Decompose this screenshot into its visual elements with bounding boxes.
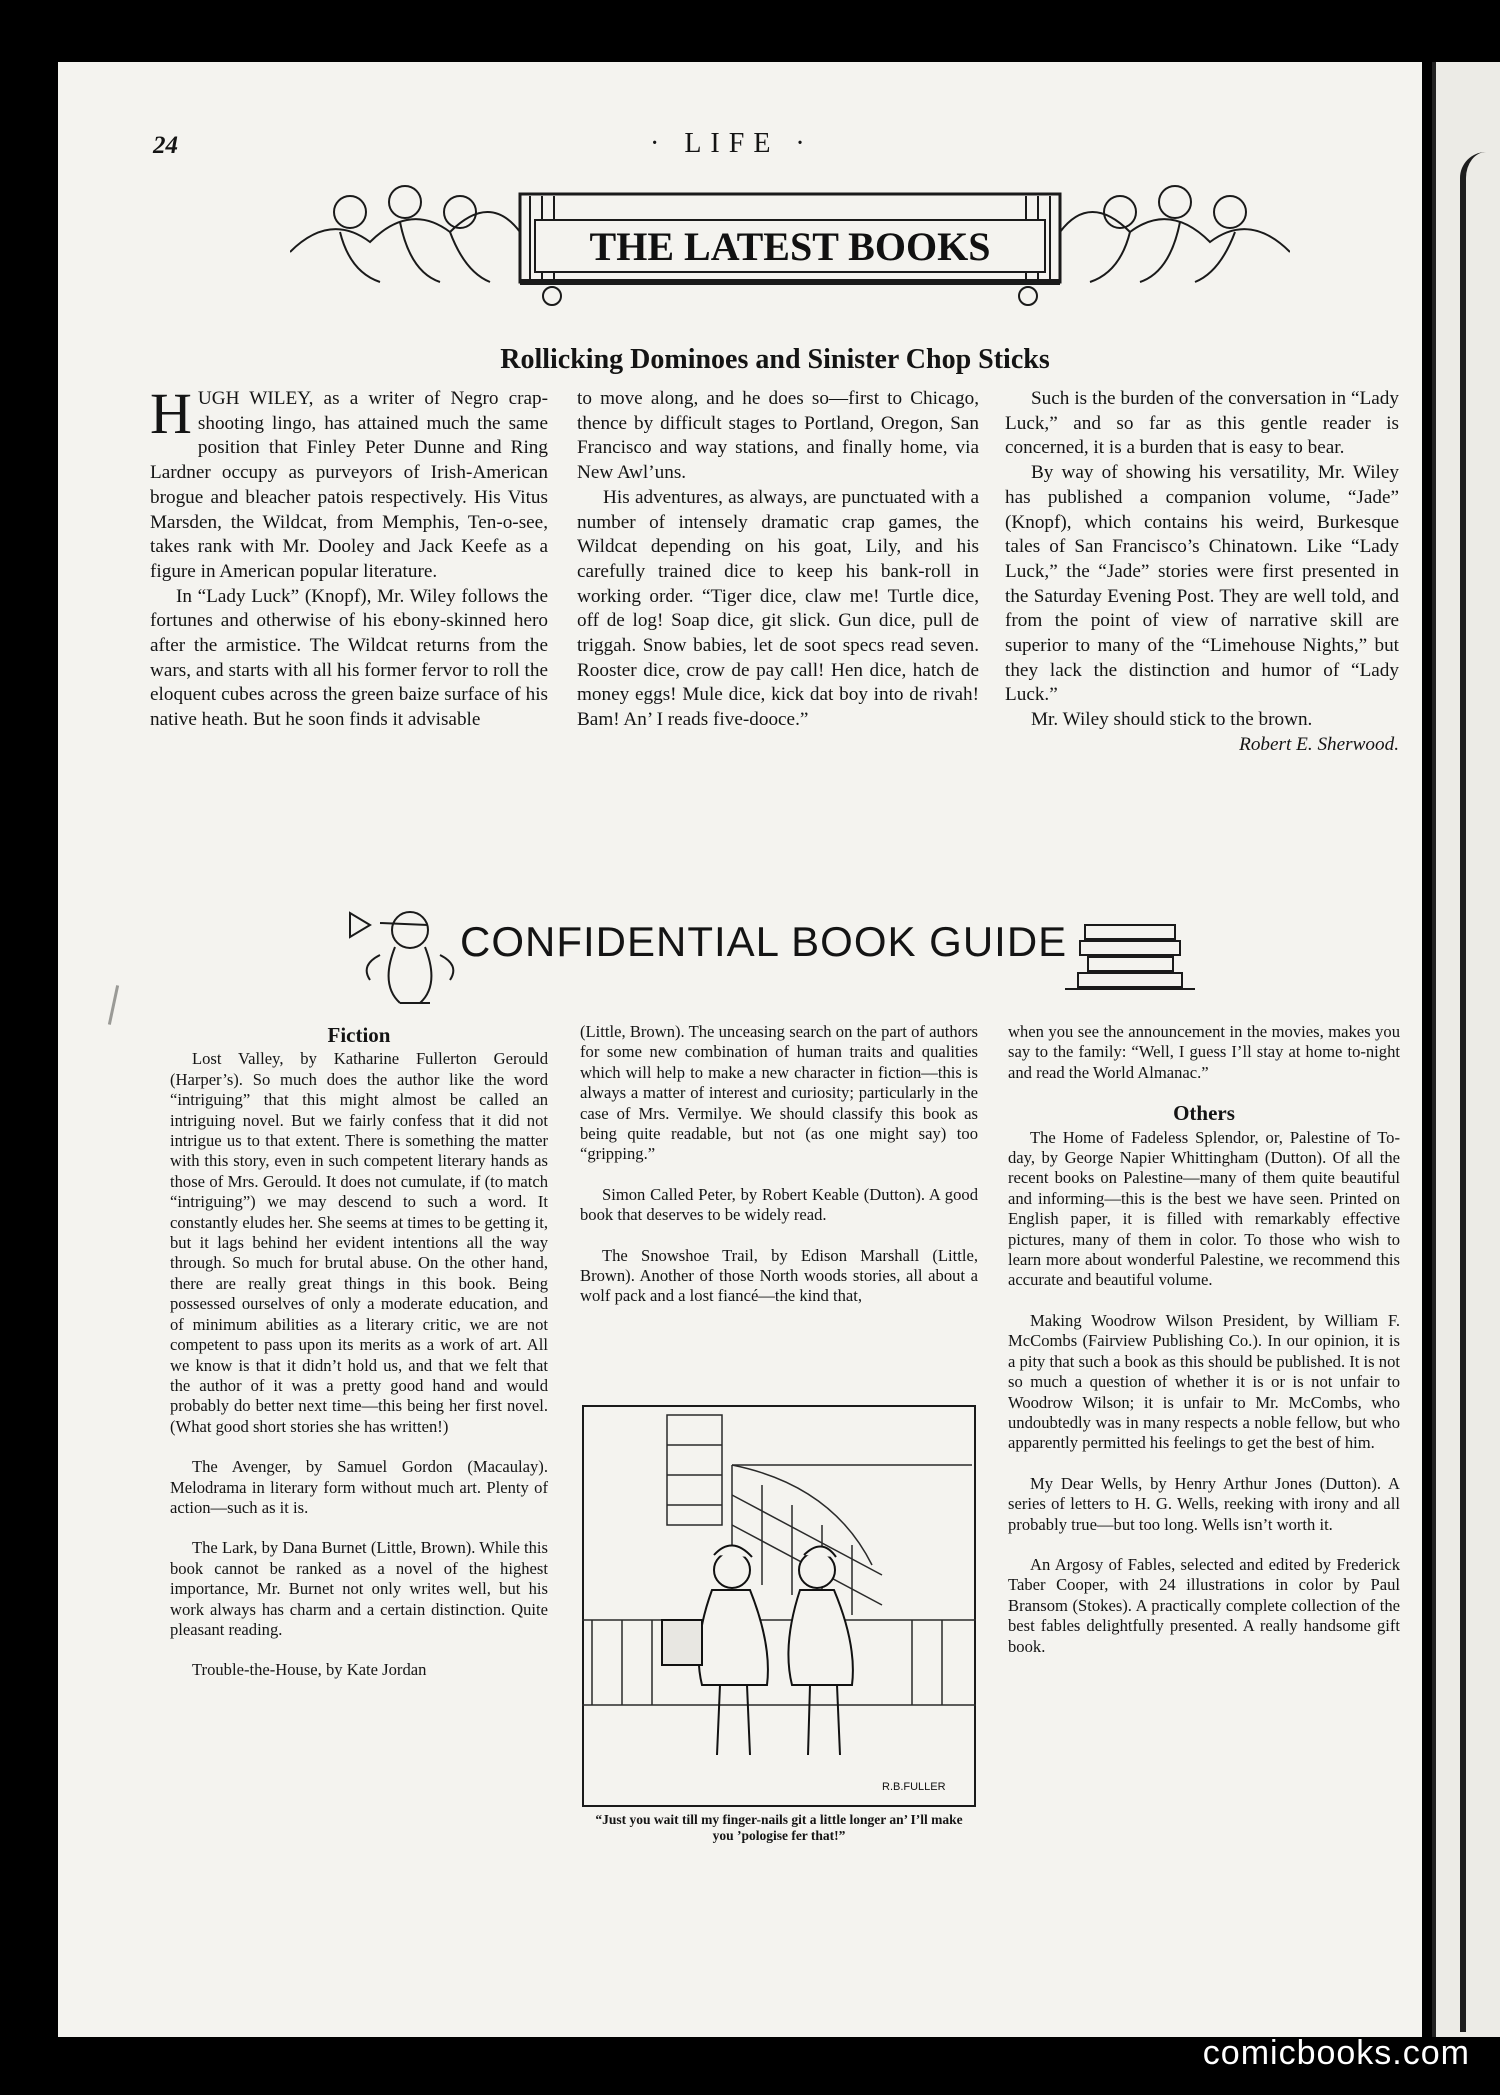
guide-column-2: [580, 1022, 978, 1327]
drop-cap: H: [150, 381, 192, 446]
article-title: Rollicking Dominoes and Sinister Chop Sticks: [500, 344, 1050, 375]
page-number: 24: [153, 132, 178, 159]
guide-column-3: [1008, 1022, 1400, 1677]
review-paragraph: My Dear Wells, by Henry Arthur Jones (Dutton). A series of letters to H. G. Wells, reeking with irony and all probably true—but too long. Wells isn’t worth it.: [1008, 1473, 1400, 1534]
latest-books-label: THE LATEST BOOKS: [589, 224, 991, 269]
site-watermark: comicbooks.com: [1202, 2034, 1470, 2072]
magazine-title: · LIFE ·: [650, 128, 814, 159]
article-paragraph: Such is the burden of the conversation in “Lady Luck,” and so far as this gentle reader is concerned, it is a burden that is easy to bear.: [1005, 388, 1399, 459]
article-paragraph: Mr. Wiley should stick to the brown.: [1031, 709, 1313, 731]
review-paragraph: The Home of Fadeless Splendor, or, Palestine of To-day, by George Napier Whittingham (Dutton). Of all the recent books on Palestine—many of them quite beautiful and informing—this is the best we have seen. Printed on English paper, it is filled with remarkably effective pictures, many of them in color. To those who wish to learn more about wonderful Palestine, we recommend this accurate and beautiful volume.: [1008, 1127, 1400, 1290]
latest-books-banner: [290, 172, 1290, 312]
adjacent-page-strip: [1432, 62, 1500, 2037]
article-column-2: [577, 387, 979, 733]
review-paragraph: The Avenger, by Samuel Gordon (Macaulay). Melodrama in literary form without much art. Plenty of action—such as it is.: [170, 1457, 548, 1517]
article-column-1: [150, 381, 548, 733]
guide-column-1: [170, 1021, 548, 1701]
fiction-heading: Fiction: [327, 1023, 391, 1047]
article-paragraph: By way of showing his versatility, Mr. Wiley has published a companion volume, “Jade” (Knopf), which contains his weird, Burkesque tales of San Francisco’s Chinatown. Like “Lady Luck,” the “Jade” stories were first presented in the Saturday Evening Post. They are well told, and from the point of view of narrative skill are superior to many of the “Limehouse Nights,” but they lack the distinction and humor of “Lady Luck.”: [1005, 462, 1399, 706]
review-paragraph: Lost Valley, by Katharine Fullerton Gerould (Harper’s). So much does the author like the word “intriguing” that this might almost be called an intriguing novel. But we fairly confess that it did not intrigue us to that extent. There is something the matter with this story, even in such competent literary hands as those of Mrs. Gerould. It does not cumulate, if (to match “intriguing”) we may descend to such a word. It constantly eludes her. She seems at times to be getting it, but it lags behind her evident intentions all the way through. So much for brutal abuse. On the other hand, there are really great things in this book. Being possessed ourselves of only a moderate education, and of minimum abilities as a literary critic, we are not competent to pass upon its merits as a work of art. All we know is that it didn’t hold us, and that we felt that the author of it was a pretty good hand and would probably do better next time—this being her first novel. (What good short stories she has written!): [170, 1049, 548, 1436]
article-paragraph: to move along, and he does so—first to Chicago, thence by difficult stages to Portland, Oregon, San Francisco and way stations, and finally home, via New Awl’uns.: [577, 388, 979, 484]
review-paragraph: Simon Called Peter, by Robert Keable (Dutton). A good book that deserves to be widely read.: [580, 1184, 978, 1225]
cartoon-caption: “Just you wait till my finger-nails git a little longer an’ I’ll make you ’pologise fer that!”: [595, 1812, 963, 1843]
cartoon-signature: R.B.FULLER: [882, 1781, 946, 1793]
author-signature: Robert E. Sherwood.: [1239, 733, 1399, 755]
book-guide-title: CONFIDENTIAL BOOK GUIDE: [460, 918, 1068, 965]
review-paragraph: Trouble-the-House, by Kate Jordan: [192, 1660, 427, 1680]
review-paragraph: The Snowshoe Trail, by Edison Marshall (Little, Brown). Another of those North woods stories, all about a wolf pack and a lost fiancé—the kind that,: [580, 1245, 978, 1306]
article-paragraph: UGH WILEY, as a writer of Negro crap-shooting lingo, has attained much the same position that Finley Peter Dunne and Ring Lardner occupy as purveyors of Irish-American brogue and bleacher patois respectively. His Vitus Marsden, the Wildcat, from Memphis, Ten-o-see, takes rank with Mr. Dooley and Jack Keefe as a figure in American popular literature.: [150, 388, 548, 582]
article-paragraph: In “Lady Luck” (Knopf), Mr. Wiley follows the fortunes and otherwise of his ebony-skinned hero after the armistice. The Wildcat returns from the wars, and starts with all his former fervor to roll the eloquent cubes across the green baize surface of his native heath. But he soon finds it advisable: [150, 585, 548, 731]
article-column-3: [1005, 387, 1399, 758]
review-paragraph: An Argosy of Fables, selected and edited by Frederick Taber Cooper, with 24 illustrations in color by Paul Bransom (Stokes). A practically complete collection of the best fables delightfully presented. A really handsome gift book.: [1008, 1554, 1400, 1656]
review-paragraph: Making Woodrow Wilson President, by William F. McCombs (Fairview Publishing Co.). In our opinion, it is a pity that such a book as this should be published. It is not so much a question of whether it is or is not unfair to Woodrow Wilson; it is unfair to Mr. McCombs, who undoubtedly was in many respects a noble fellow, but who apparently permitted his feelings to get the best of him.: [1008, 1310, 1400, 1453]
review-paragraph: (Little, Brown). The unceasing search on the part of authors for some new combination of human traits and qualities which will help to make a new character in fiction—this is always a matter of interest and curiosity; particularly in the case of Mrs. Vermilye. We should classify this book as being quite readable, but not (as one might say) too “gripping.”: [580, 1022, 978, 1164]
article-paragraph: His adventures, as always, are punctuated with a number of intensely dramatic crap games, the Wildcat depending on his goat, Lily, and his carefully trained dice to keep his bank-roll in working order. “Tiger dice, claw me! Turtle dice, off de log! Soap dice, git slick. Gun dice, pull de triggah. Snow babies, let de soot specs read seven. Rooster dice, crow de pay call! Hen dice, hatch de money eggs! Mule dice, kick dat boy into de rivah! Bam! An’ I reads five-dooce.”: [577, 486, 979, 731]
review-paragraph: when you see the announcement in the movies, makes you say to the family: “Well, I guess I’ll stay at home to-night and read the World Almanac.”: [1008, 1022, 1400, 1082]
review-paragraph: The Lark, by Dana Burnet (Little, Brown). While this book cannot be ranked as a novel of the highest importance, Mr. Burnet not only writes well, but his work always has charm and a certain distinction. Quite pleasant reading.: [170, 1538, 548, 1639]
cartoon-illustration: [582, 1405, 976, 1807]
others-heading: Others: [1173, 1101, 1235, 1126]
